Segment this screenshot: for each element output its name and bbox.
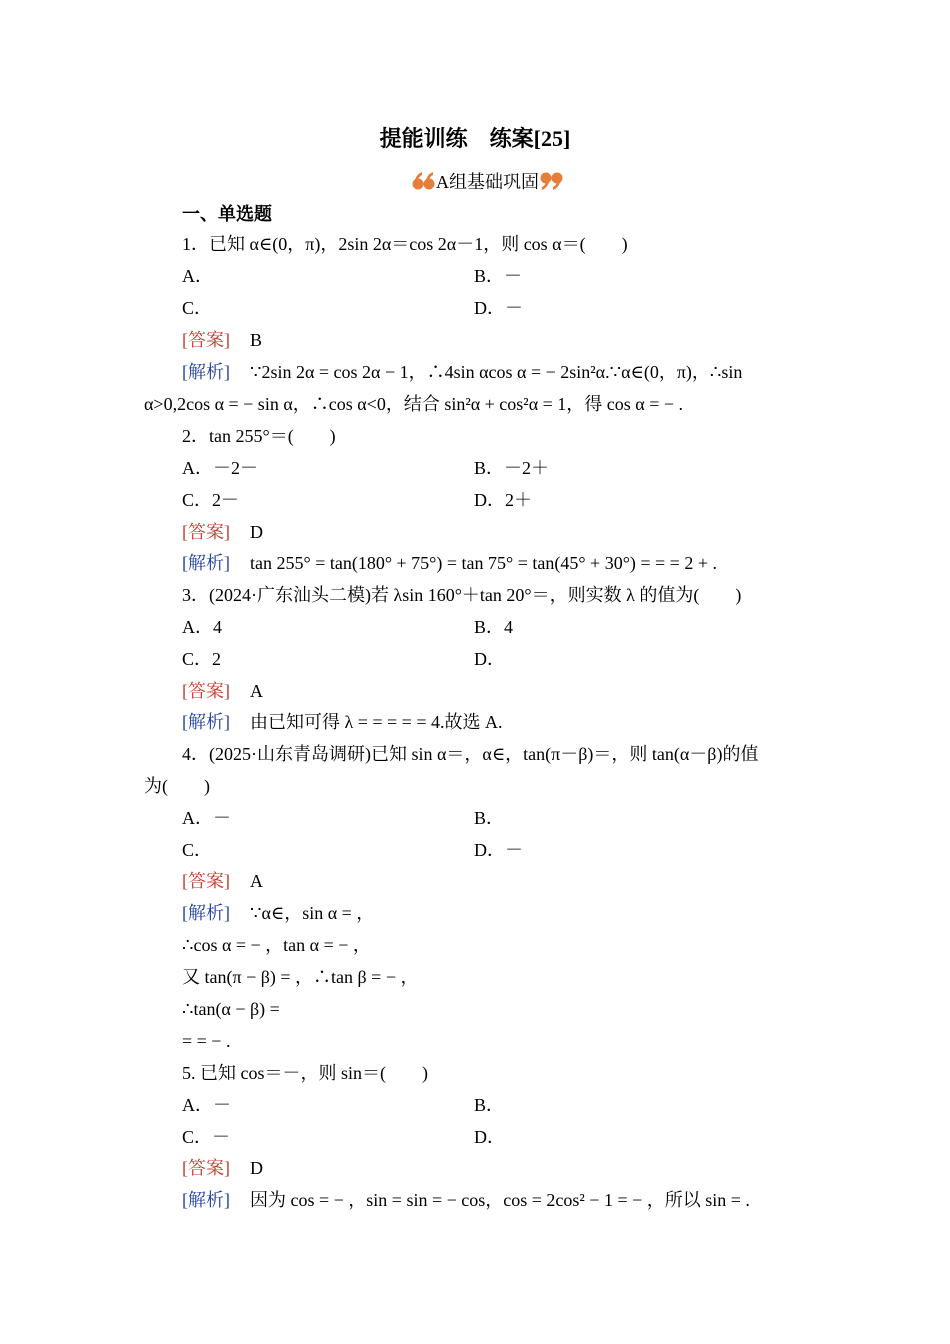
q3-option-d: D．: [474, 649, 505, 669]
q4-analysis-5: = = − .: [182, 1031, 231, 1051]
q1-answer-row: [182, 329, 262, 351]
q5-answer-row: [182, 1157, 263, 1179]
q3-answer-row: [182, 680, 263, 702]
q3-analysis: 由已知可得 λ = = = = = 4.故选 A.: [250, 712, 503, 732]
analysis-tag: [解析]: [182, 712, 230, 732]
q5-analysis-row: [182, 1189, 750, 1211]
q4-analysis-2: ∴cos α = − ，tan α = − ，: [182, 935, 371, 955]
q5-option-d: D．: [474, 1127, 505, 1147]
q4-answer: A: [250, 871, 263, 891]
group-header: [412, 168, 563, 194]
q3-option-c: C．2: [182, 649, 222, 669]
q3-answer: A: [250, 681, 263, 701]
answer-tag: [答案]: [182, 1158, 230, 1178]
q4-analysis-1: ∵α∈，sin α = ，: [250, 903, 375, 923]
answer-tag: [答案]: [182, 681, 230, 701]
q5-option-c: C．－: [182, 1127, 231, 1147]
q5-option-b: B．: [474, 1095, 505, 1115]
q1-option-c: C．: [182, 298, 213, 318]
q2-answer-row: [182, 521, 263, 543]
q5-analysis: 因为 cos = − ，sin = sin = − cos，cos = 2cos² − 1 = − ，所以 sin = .: [250, 1190, 750, 1210]
q1-stem: 1．已知 α∈(0，π)，2sin 2α＝cos 2α－1，则 cos α＝( ): [182, 234, 628, 254]
q2-analysis-row: [182, 552, 717, 574]
close-quote-icon: [539, 171, 563, 191]
q2-analysis: tan 255° = tan(180° + 75°) = tan 75° = tan(45° + 30°) = = = 2 + .: [250, 553, 717, 573]
q2-option-d: D．2＋: [474, 490, 532, 510]
q1-analysis-2: α>0,2cos α = − sin α，∴cos α<0，结合 sin²α + cos²α = 1，得 cos α = − .: [144, 394, 684, 414]
q3-analysis-row: [182, 711, 502, 733]
q2-stem: 2．tan 255°＝( ): [182, 426, 336, 446]
q3-option-a: A．4: [182, 617, 222, 637]
answer-tag: [答案]: [182, 871, 230, 891]
q5-answer: D: [250, 1158, 263, 1178]
q5-option-a: A．－: [182, 1095, 231, 1115]
q4-stem-1: 4．(2025·山东青岛调研)已知 sin α＝，α∈，tan(π－β)＝，则 tan(α－β)的值: [182, 744, 759, 764]
answer-tag: [答案]: [182, 330, 230, 350]
q1-analysis-1: ∵2sin 2α = cos 2α − 1，∴4sin αcos α = − 2sin²α.∵α∈(0，π)，∴sin: [250, 362, 743, 382]
q2-option-a: A．－2－: [182, 458, 258, 478]
group-label: A组基础巩固: [436, 172, 539, 192]
q5-stem: 5. 已知 cos＝－，则 sin＝( ): [182, 1063, 428, 1083]
q4-option-a: A．－: [182, 808, 231, 828]
q4-option-d: D．－: [474, 840, 523, 860]
q4-analysis-3: 又 tan(π − β) = ，∴tan β = − ，: [182, 967, 419, 987]
q1-option-d: D．－: [474, 298, 523, 318]
answer-tag: [答案]: [182, 522, 230, 542]
analysis-tag: [解析]: [182, 553, 230, 573]
q4-analysis-row: [182, 902, 374, 924]
open-quote-icon: [412, 171, 436, 191]
analysis-tag: [解析]: [182, 903, 230, 923]
q4-option-b: B．: [474, 808, 505, 828]
analysis-tag: [解析]: [182, 362, 230, 382]
q2-answer: D: [250, 522, 263, 542]
q4-stem-2: 为( ): [144, 776, 210, 796]
q1-answer: B: [250, 330, 263, 350]
q3-option-b: B．4: [474, 617, 514, 637]
q1-analysis-row: [182, 361, 742, 383]
q1-option-b: B．－: [474, 266, 523, 286]
q2-option-b: B．－2＋: [474, 458, 550, 478]
q3-stem: 3．(2024·广东汕头二模)若 λsin 160°＋tan 20°＝，则实数 λ 的值为( ): [182, 585, 742, 605]
page-title: 提能训练 练案[25]: [379, 126, 571, 151]
q4-analysis-4: ∴tan(α − β) =: [182, 999, 280, 1019]
q4-option-c: C．: [182, 840, 213, 860]
q1-option-a: A．: [182, 266, 213, 286]
analysis-tag: [解析]: [182, 1190, 230, 1210]
q2-option-c: C．2－: [182, 490, 240, 510]
section-heading: 一、单选题: [182, 204, 272, 224]
q4-answer-row: [182, 870, 263, 892]
